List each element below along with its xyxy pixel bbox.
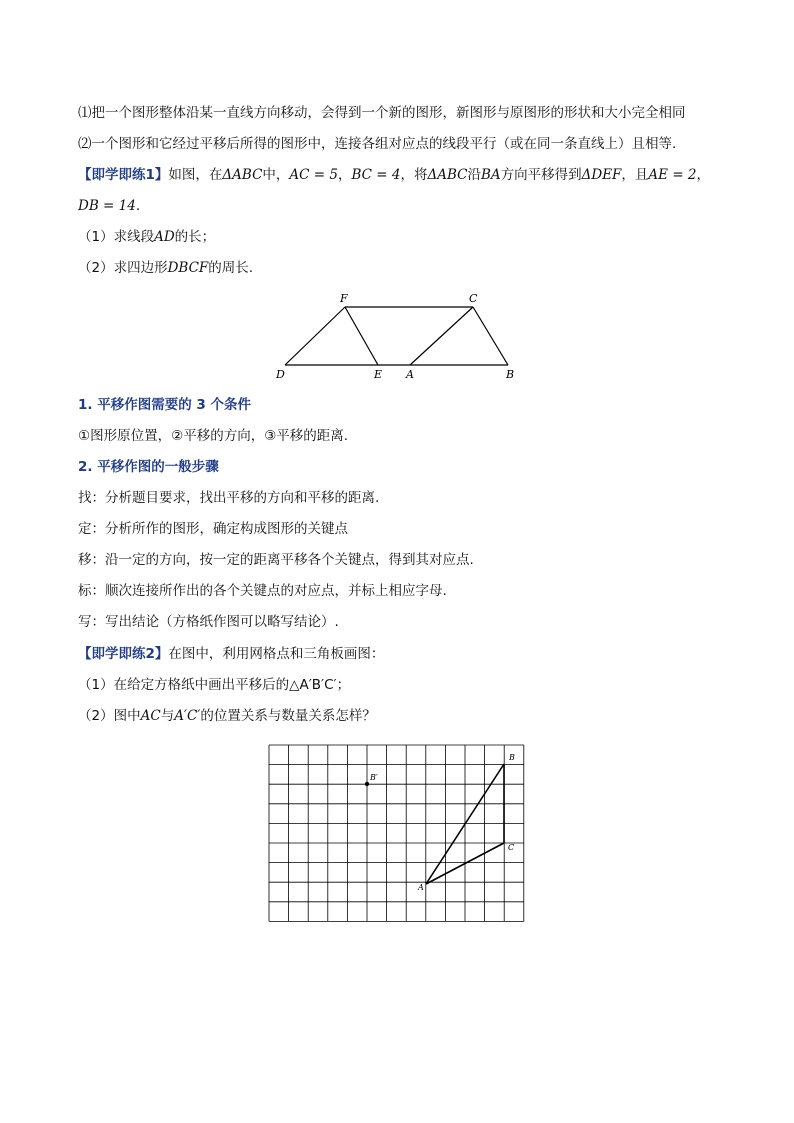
text-run: 的周长. bbox=[208, 260, 254, 276]
segment-ac-ref: AC bbox=[140, 708, 161, 724]
text-run: 沿 bbox=[467, 167, 481, 183]
step-write: 写：写出结论（方格纸作图可以略写结论）. bbox=[78, 614, 339, 630]
text-run: ， bbox=[696, 167, 711, 183]
figure-grid-triangle bbox=[262, 740, 532, 930]
step-fix: 定：分析所作的图形，确定构成图形的关键点 bbox=[78, 521, 348, 537]
figure-translation-triangles bbox=[270, 290, 530, 385]
segment-ba: BA bbox=[480, 167, 501, 183]
ac-value: AC = 5 bbox=[289, 167, 338, 183]
text-run: 与 bbox=[160, 708, 175, 724]
text-run: 中， bbox=[262, 167, 290, 183]
point-b-prime bbox=[365, 782, 369, 786]
ae-value: AE = 2 bbox=[648, 167, 697, 183]
grid-lines bbox=[269, 745, 524, 921]
step-find: 找：分析题目要求，找出平移的方向和平移的距离. bbox=[78, 490, 380, 506]
triangle-def: ΔDEF bbox=[581, 167, 622, 183]
text-run: （1）求线段 bbox=[78, 229, 155, 245]
segment-cb bbox=[473, 307, 508, 365]
text-run: . bbox=[135, 198, 141, 214]
exercise-1-question-1 bbox=[78, 227, 215, 247]
label-c: C bbox=[469, 292, 478, 305]
section-1-body: ①图形原位置，②平移的方向，③平移的距离. bbox=[78, 428, 349, 444]
triangle-abc: ΔABC bbox=[222, 167, 263, 183]
text-run: （2）图中 bbox=[78, 708, 141, 724]
segment-fe bbox=[345, 307, 378, 365]
text-run: ，将 bbox=[400, 167, 428, 183]
intro-line-2: ⑵一个图形和它经过平移后所得的图形中，连接各组对应点的线段平行（或在同一条直线上）且相等. bbox=[78, 136, 677, 152]
exercise-1-question-2 bbox=[78, 258, 253, 278]
segment-ac bbox=[410, 307, 473, 365]
grid-label-c: C bbox=[508, 843, 515, 852]
exercise-1-statement-cont bbox=[78, 196, 140, 216]
grid-label-b-prime: B′ bbox=[370, 773, 378, 782]
step-move: 移：沿一定的方向，按一定的距离平移各个关键点，得到其对应点. bbox=[78, 552, 474, 568]
segment-ad: AD bbox=[154, 229, 175, 245]
segment-a-prime-c-prime: A′C′ bbox=[174, 708, 201, 724]
text-run: ， bbox=[337, 167, 352, 183]
text-run: 方向平移得到 bbox=[500, 167, 582, 183]
intro-line-1: ⑴把一个图形整体沿某一直线方向移动，会得到一个新的图形，新图形与原图形的形状和大小完全相同 bbox=[78, 105, 686, 121]
exercise-1-label: 【即学即练1】 bbox=[78, 167, 169, 183]
exercise-2-question-2 bbox=[78, 706, 376, 726]
text-run: 如图，在 bbox=[168, 167, 223, 183]
segment-df bbox=[285, 307, 345, 365]
grid-label-a: A bbox=[418, 883, 424, 892]
triangle-abc-2: ΔABC bbox=[427, 167, 468, 183]
label-f: F bbox=[340, 292, 348, 305]
section-1-title: 1. 平移作图需要的 3 个条件 bbox=[78, 397, 252, 413]
text-run: ，且 bbox=[621, 167, 649, 183]
label-a: A bbox=[406, 368, 414, 381]
text-run: （2）求四边形 bbox=[78, 260, 168, 276]
bc-value: BC = 4 bbox=[351, 167, 401, 183]
exercise-1-statement bbox=[78, 165, 710, 185]
exercise-2-statement bbox=[78, 644, 384, 664]
quadrilateral-dbcf: DBCF bbox=[167, 260, 209, 276]
exercise-2-label: 【即学即练2】 bbox=[78, 646, 169, 662]
text-run: 在图中，利用网格点和三角板画图： bbox=[168, 646, 385, 662]
label-d: D bbox=[276, 368, 285, 381]
text-run: 的长； bbox=[174, 229, 216, 245]
step-label: 标：顺次连接所作出的各个关键点的对应点，并标上相应字母. bbox=[78, 583, 447, 599]
grid-label-b: B bbox=[509, 753, 515, 762]
exercise-2-question-1: （1）在给定方格纸中画出平移后的△A′B′C′； bbox=[78, 677, 351, 693]
label-e: E bbox=[374, 368, 383, 381]
label-b: B bbox=[506, 368, 515, 381]
section-2-title: 2. 平移作图的一般步骤 bbox=[78, 459, 219, 475]
text-run: 的位置关系与数量关系怎样？ bbox=[200, 708, 376, 724]
db-value: DB = 14 bbox=[78, 198, 136, 214]
